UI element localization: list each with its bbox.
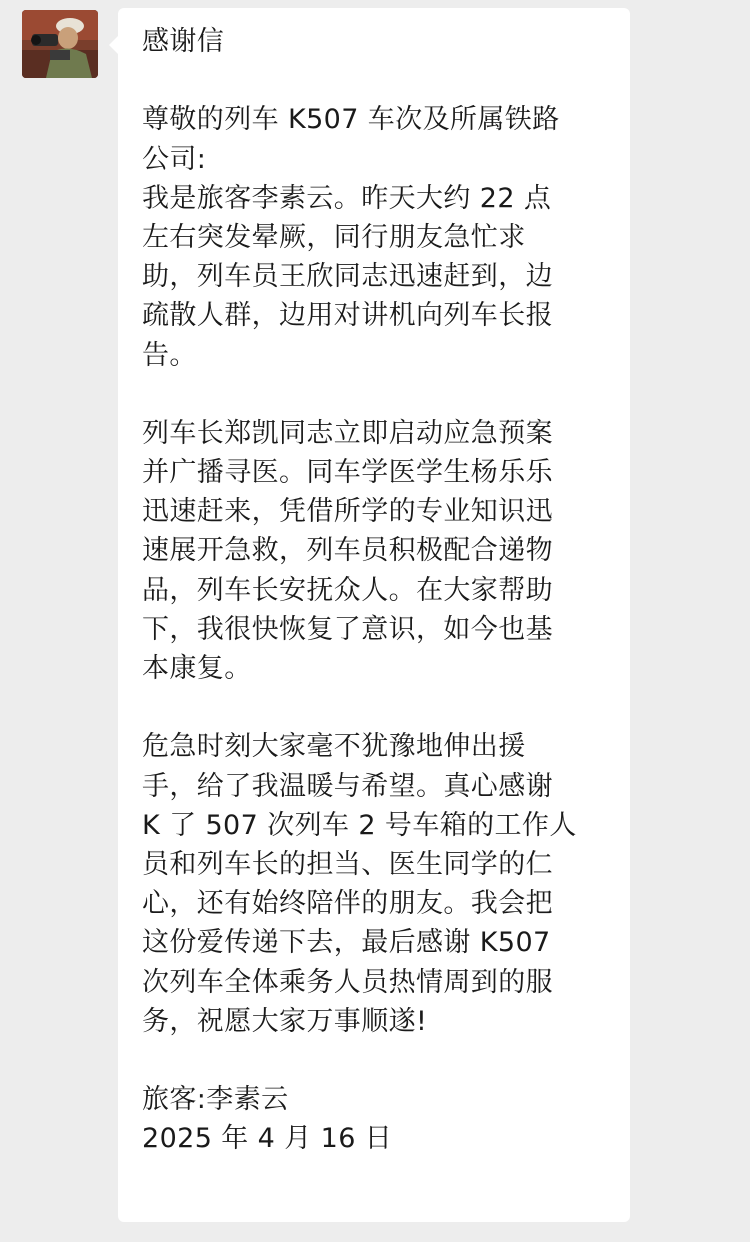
letter-line: 速展开急救，列车员积极配合递物 [142, 535, 553, 567]
letter-line: 本康复。 [142, 653, 252, 684]
letter-line: 旅客:李素云 [142, 1084, 289, 1116]
letter-line: 次列车全体乘务人员热情周到的服 [142, 966, 553, 998]
letter-line: 并广播寻医。同车学医学生杨乐乐 [142, 457, 553, 489]
letter-line: 左右突发晕厥，同行朋友急忙求 [142, 221, 526, 253]
letter-line: 心，还有始终陪伴的朋友。我会把 [142, 888, 553, 920]
avatar-photo [22, 10, 98, 78]
letter-line: 我是旅客李素云。昨天大约 22 点 [142, 182, 552, 214]
paragraph-break [142, 1041, 610, 1080]
letter-line: 务，祝愿大家万事顺遂! [142, 1005, 428, 1037]
letter-line: 危急时刻大家毫不犹豫地伸出援 [142, 731, 526, 763]
avatar[interactable] [22, 10, 98, 78]
letter-line: 公司: [142, 143, 207, 175]
letter-line: 告。 [142, 339, 197, 371]
letter-line: 列车长郑凯同志立即启动应急预案 [142, 417, 553, 449]
letter-line: 这份爱传递下去，最后感谢 K507 [142, 927, 551, 959]
letter-line: 员和列车长的担当、医生同学的仁 [142, 848, 553, 880]
message-bubble[interactable] [118, 8, 630, 1222]
paragraph-break [142, 61, 610, 100]
letter-line: 助，列车员王欣同志迅速赶到，边 [142, 261, 553, 293]
letter-line: 2025 年 4 月 16 日 [142, 1123, 393, 1155]
paragraph-break [142, 375, 610, 414]
letter-line: K 了 507 次列车 2 号车箱的工作人 [142, 809, 577, 841]
letter-line: 下，我很快恢复了意识，如今也基 [142, 613, 553, 645]
paragraph-break [142, 688, 610, 727]
letter-line: 迅速赶来，凭借所学的专业知识迅 [142, 496, 553, 528]
letter-line: 品，列车长安抚众人。在大家帮助 [142, 574, 553, 606]
thank-you-letter [142, 22, 610, 1158]
letter-line: 疏散人群，边用对讲机向列车长报 [142, 300, 553, 332]
letter-line: 尊敬的列车 K507 车次及所属铁路 [142, 104, 560, 136]
letter-line: 手，给了我温暖与希望。真心感谢 [142, 770, 553, 802]
letter-title: 感谢信 [142, 26, 225, 57]
